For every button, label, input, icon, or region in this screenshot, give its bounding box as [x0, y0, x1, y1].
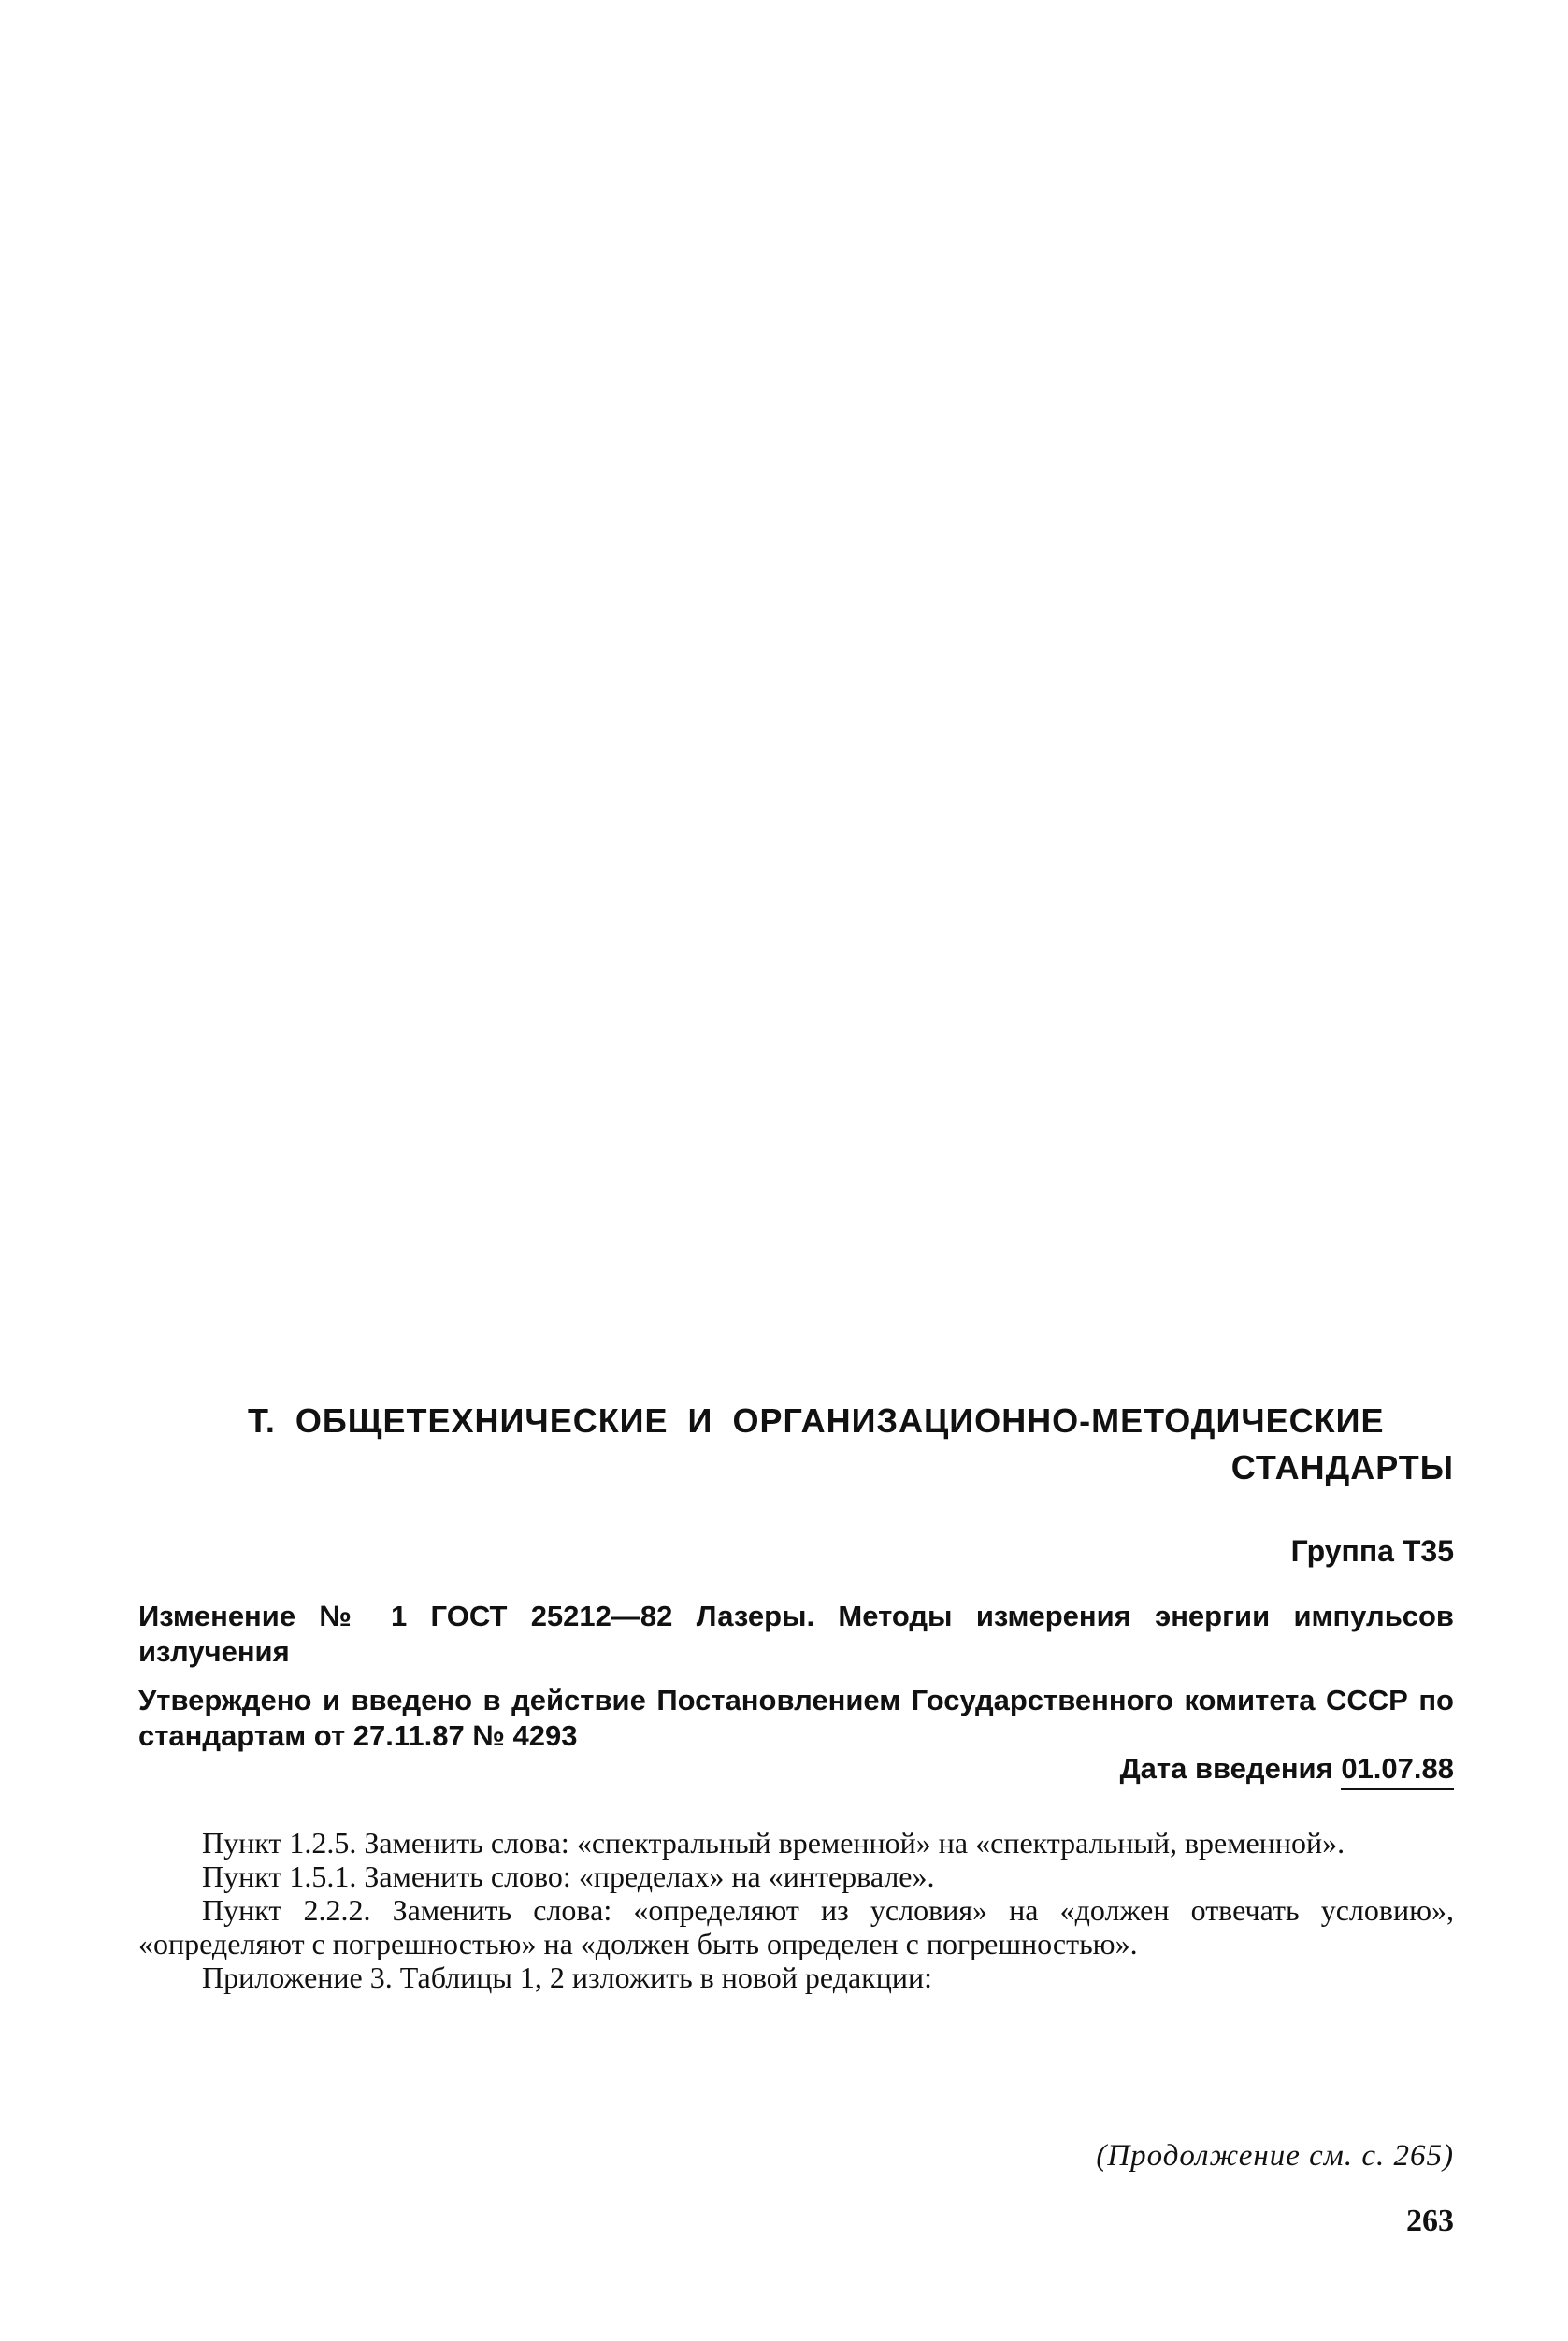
approval-statement: Утверждено и введено в действие Постановлением Государственного комитета СССР по стандартам от 27.11.87 № 4293 [138, 1684, 1454, 1752]
effective-date-label: Дата введения [1119, 1752, 1333, 1785]
page-number: 263 [1406, 2204, 1454, 2238]
section-heading-continued: СТАНДАРТЫ [1230, 1448, 1454, 1486]
section-heading: Т. ОБЩЕТЕХНИЧЕСКИЕ И ОРГАНИЗАЦИОННО-МЕТОДИЧЕСКИЕ [248, 1401, 1385, 1440]
effective-date-value: 01.07.88 [1341, 1752, 1454, 1790]
amendment-paragraph: Пункт 2.2.2. Заменить слова: «определяют из условия» на «должен отвечать условию», «определяют с погрешностью» на «должен быть определен с погрешностью». [138, 1893, 1454, 1960]
group-label: Группа Т35 [1290, 1534, 1454, 1568]
amendment-paragraph: Пункт 1.2.5. Заменить слова: «спектральный временной» на «спектральный, временной». [202, 1826, 1345, 1860]
amendment-paragraph: Пункт 1.5.1. Заменить слово: «пределах» на «интервале». [202, 1860, 935, 1893]
continuation-note: (Продолжение см. с. 265) [1096, 2139, 1454, 2173]
amendment-body [138, 1826, 1454, 1994]
amendment-paragraph: Приложение 3. Таблицы 1, 2 изложить в новой редакции: [202, 1960, 932, 1994]
effective-date [1120, 1752, 1454, 1790]
change-title: Изменение № 1 ГОСТ 25212—82 Лазеры. Методы измерения энергии импульсов излучения [138, 1600, 1454, 1668]
